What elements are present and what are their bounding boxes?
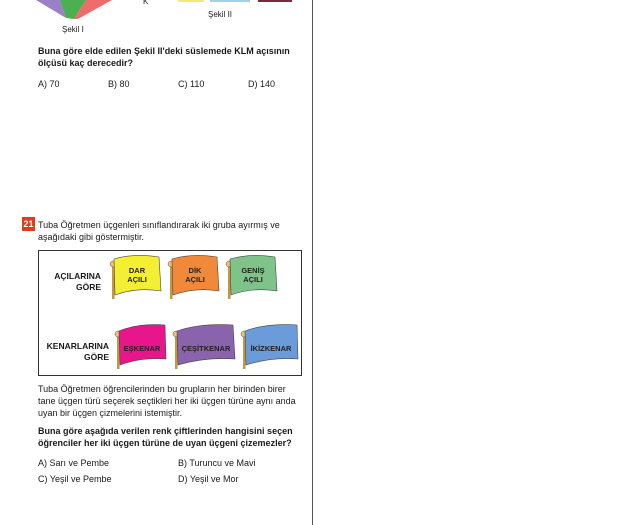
flag-genis-line1: GENİŞ xyxy=(241,266,265,275)
q21-option-d[interactable]: D) Yeşil ve Mor xyxy=(178,474,239,484)
flag-eskenar xyxy=(115,325,166,369)
flag-ikizkenar xyxy=(241,325,298,369)
flag-dik-acili xyxy=(168,255,219,299)
flag-dik-line1: DİK xyxy=(188,266,202,275)
flag-dar-line1: DAR xyxy=(128,266,146,275)
fig2-vertex-label: K xyxy=(143,0,149,6)
fig1-caption: Şekil I xyxy=(62,25,84,34)
q21-body: Tuba Öğretmen öğrencilerinden bu grupların her birinden birer tane üçgen türü seçerek seçtikleri her iki üçgen türüne aynı anda uyan bir üçgen çizmelerini istemiştir. xyxy=(38,384,296,418)
flag-eskenar-line1: EŞKENAR xyxy=(123,344,161,353)
fig2-strip-yellow xyxy=(178,0,204,2)
flag-dik-line2: AÇILI xyxy=(185,275,205,284)
fig2-caption: Şekil II xyxy=(208,10,233,19)
top-question: Buna göre elde edilen Şekil II'deki süslemede KLM açısının ölçüsü kaç derecedir? xyxy=(38,46,290,68)
q21-question: Buna göre aşağıda verilen renk çiftlerinden hangisini seçen öğrenciler her iki üçgen türüne de uyan üçgeni çizemezler? xyxy=(38,426,293,448)
fig2-strip-dark xyxy=(258,0,292,2)
figure-2-partial xyxy=(150,0,295,4)
group-sides-label: KENARLARINA GÖRE xyxy=(46,341,109,362)
question-number-badge: 21 xyxy=(23,219,34,229)
flag-genis-line2: AÇILI xyxy=(243,275,263,284)
figure-1-partial xyxy=(36,0,116,22)
flags-svg xyxy=(39,251,301,375)
fig2-strip-blue xyxy=(210,0,250,2)
flag-dar-line2: AÇILI xyxy=(127,275,147,284)
q21-intro: Tuba Öğretmen üçgenleri sınıflandırarak iki gruba ayırmış ve aşağıdaki gibi göstermiştir. xyxy=(38,220,280,242)
group-angles-label: AÇILARINA GÖRE xyxy=(54,271,101,292)
flag-dar-acili xyxy=(110,255,161,299)
classification-box xyxy=(38,250,302,376)
q21-option-c[interactable]: C) Yeşil ve Pembe xyxy=(38,474,112,484)
top-option-c[interactable]: C) 110 xyxy=(178,79,205,89)
flag-cesitkenar xyxy=(173,325,235,369)
top-option-a[interactable]: A) 70 xyxy=(38,79,60,89)
q21-option-b[interactable]: B) Turuncu ve Mavi xyxy=(178,458,256,468)
flag-genis-acili xyxy=(226,255,277,299)
q21-option-a[interactable]: A) Sarı ve Pembe xyxy=(38,458,110,468)
flag-ikizkenar-line1: İKİZKENAR xyxy=(250,344,292,353)
column-divider xyxy=(312,0,313,525)
top-option-d[interactable]: D) 140 xyxy=(248,79,276,89)
flag-cesitkenar-line1: ÇEŞİTKENAR xyxy=(181,344,231,353)
top-option-b[interactable]: B) 80 xyxy=(108,79,130,89)
